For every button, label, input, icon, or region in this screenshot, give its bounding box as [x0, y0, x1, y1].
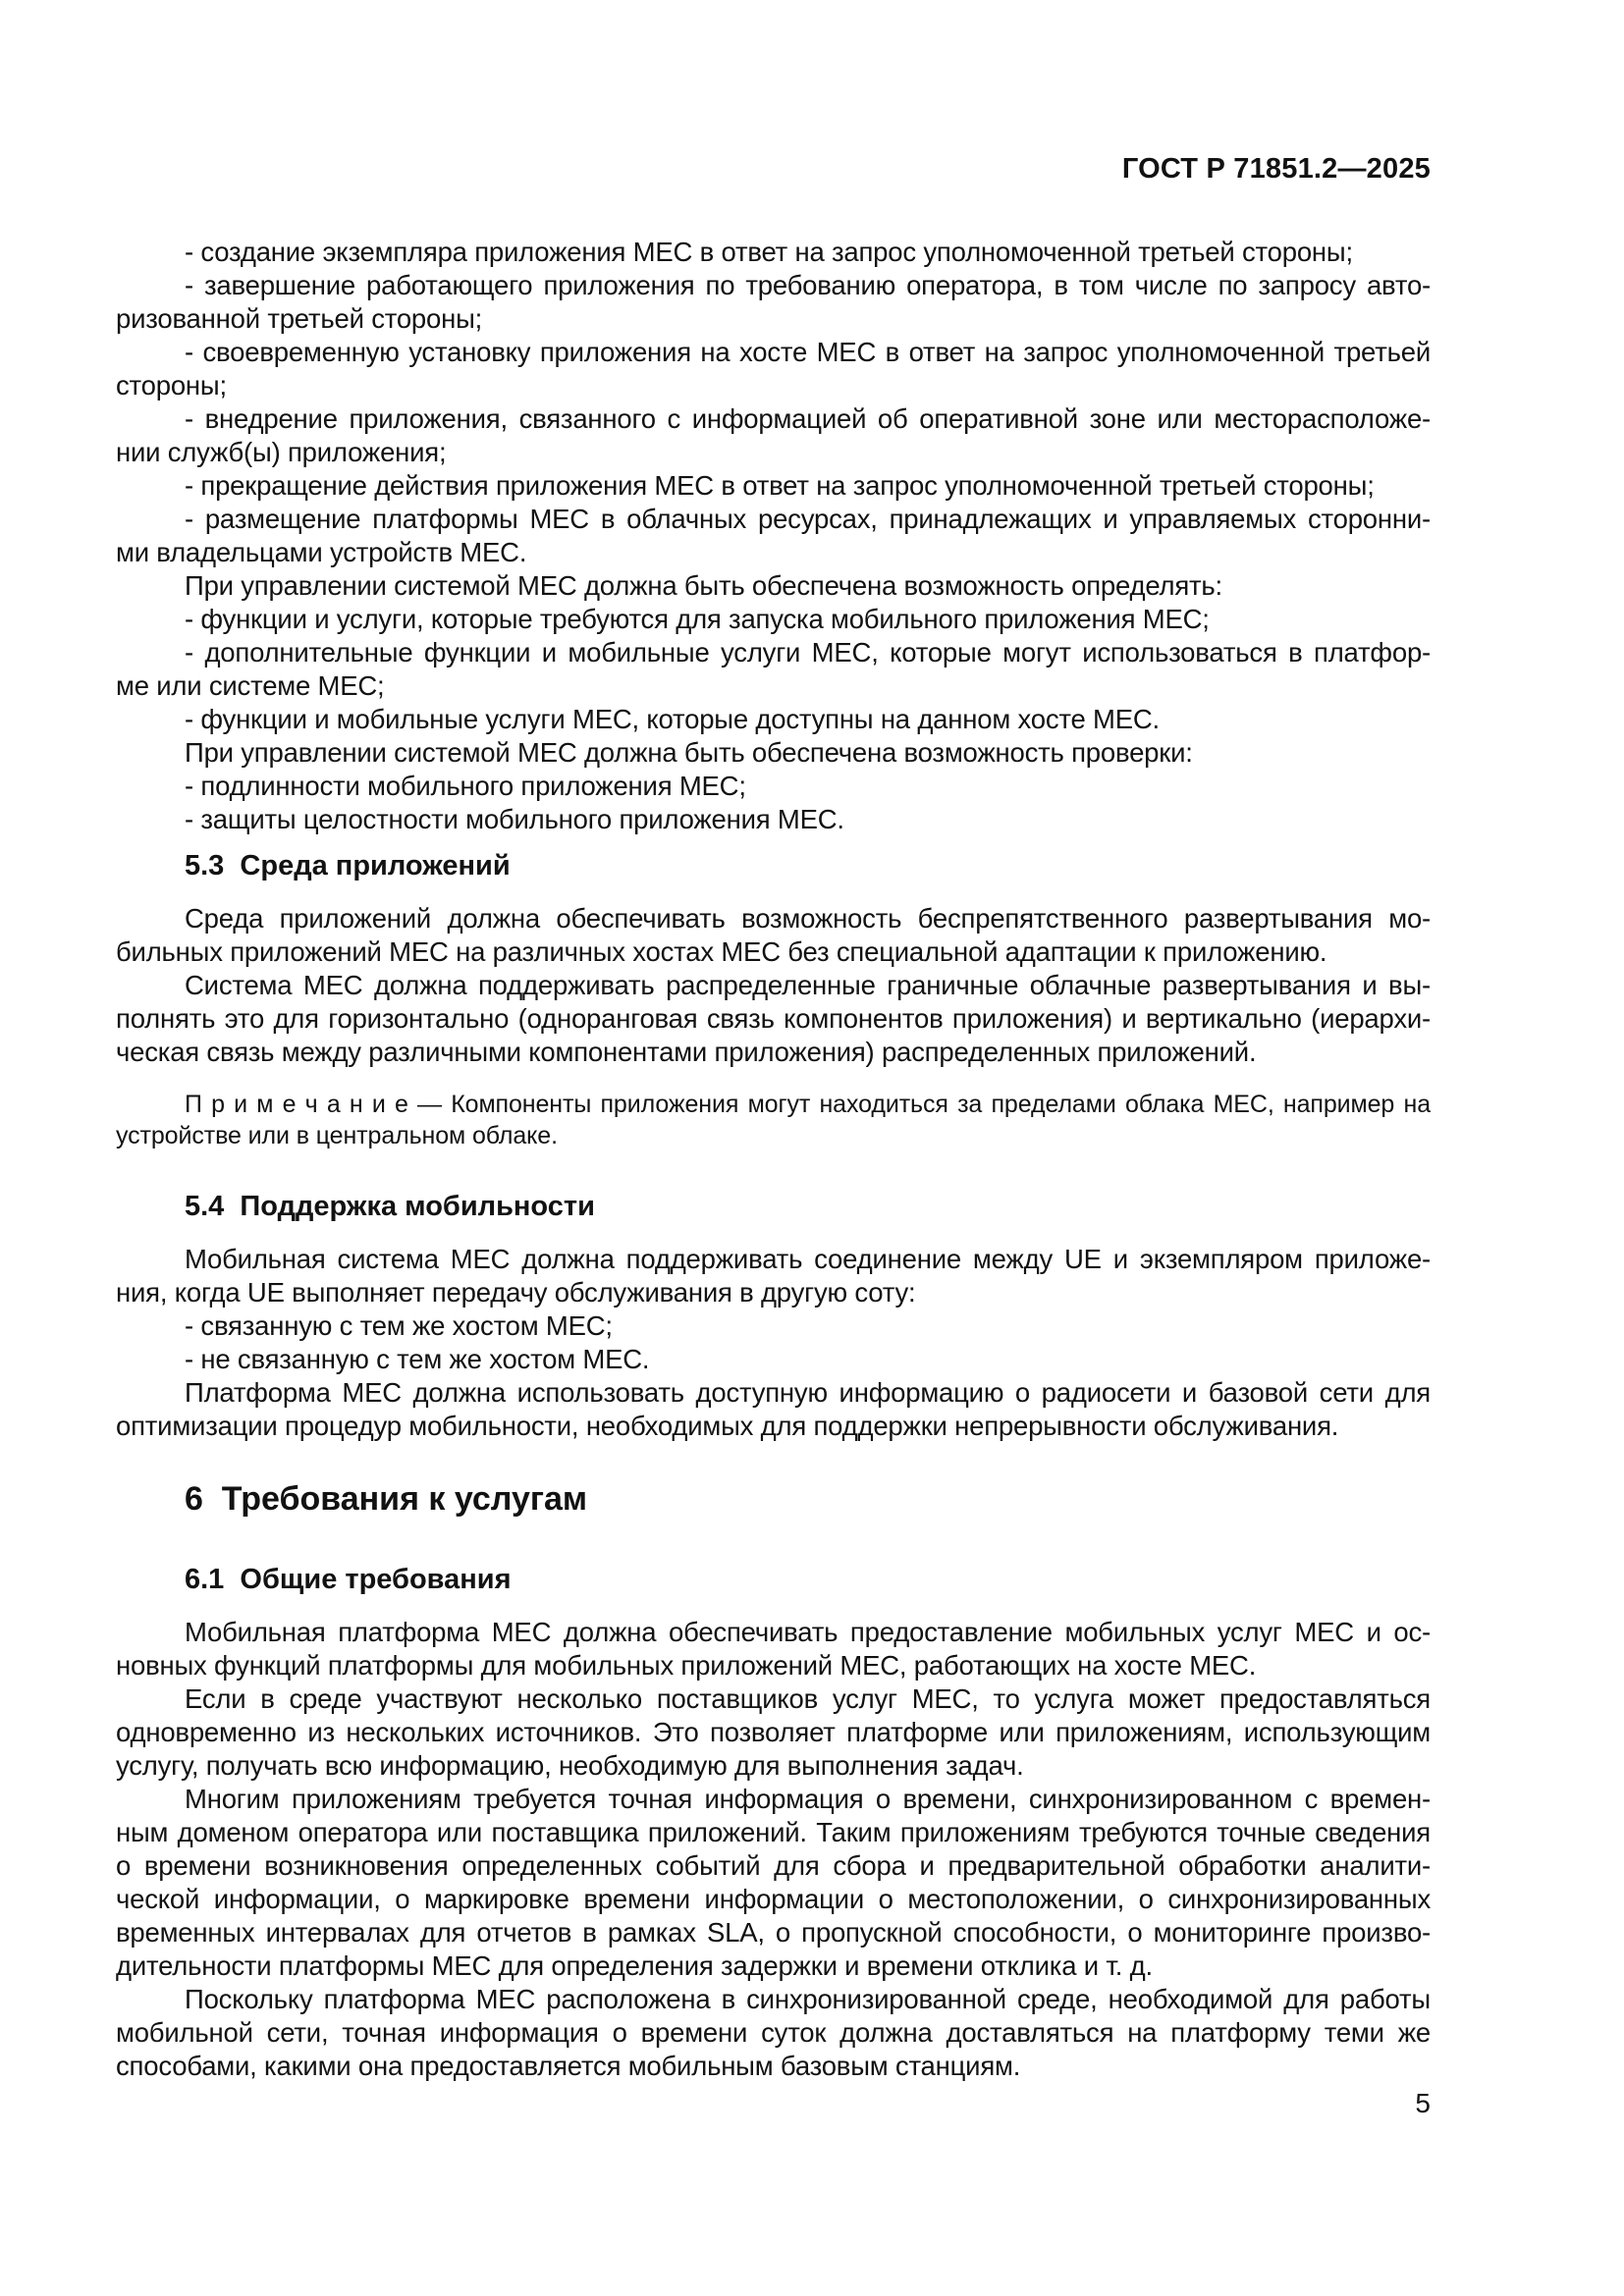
- section-heading: 5.3 Среда приложений: [185, 850, 511, 881]
- text-line: способами, какими она предоставляется мобильным базовым станциям.: [116, 2051, 1021, 2081]
- document-body: [116, 236, 1431, 2083]
- paragraph: [116, 1983, 1431, 2083]
- text-line: - дополнительные функции и мобильные услуги MEC, которые могут использоваться в платфор-: [185, 637, 1431, 667]
- text-line: ным доменом оператора или поставщика приложений. Таким приложениям требуются точные сведения: [116, 1817, 1431, 1847]
- note-paragraph: [116, 1089, 1431, 1151]
- text-line: ческая связь между различными компонентами приложения) распределенных приложений.: [116, 1037, 1257, 1067]
- text-line: одновременно из нескольких источников. Это позволяет платформе или приложениям, использующим: [116, 1717, 1431, 1747]
- paragraph: [116, 902, 1431, 969]
- paragraph: [116, 1783, 1431, 1983]
- text-line: - связанную с тем же хостом MEC;: [185, 1310, 613, 1341]
- paragraph: [116, 236, 1431, 269]
- text-line: новных функций платформы для мобильных приложений MEC, работающих на хосте MEC.: [116, 1650, 1257, 1681]
- text-line: стороны;: [116, 370, 227, 400]
- section-heading: 6.1 Общие требования: [185, 1564, 512, 1595]
- paragraph: [116, 969, 1431, 1069]
- text-line: - создание экземпляра приложения MEC в ответ на запрос уполномоченной третьей стороны;: [185, 237, 1353, 267]
- text-line: Мобильная система MEC должна поддерживать соединение между UE и экземпляром приложе-: [185, 1244, 1431, 1274]
- note-label: П р и м е ч а н и е: [185, 1091, 418, 1118]
- text-line: о времени возникновения определенных событий для сбора и предварительной обработки аналити-: [116, 1850, 1431, 1881]
- paragraph: [116, 1343, 1431, 1376]
- paragraph: [116, 402, 1431, 469]
- paragraph: [116, 736, 1431, 770]
- text-line: ческой информации, о маркировке времени информации о местоположении, о синхронизированных: [116, 1884, 1431, 1914]
- paragraph: [116, 503, 1431, 569]
- text-line: оптимизации процедур мобильности, необходимых для поддержки непрерывности обслуживания.: [116, 1411, 1339, 1441]
- section-heading: 5.4 Поддержка мобильности: [185, 1191, 595, 1222]
- document-header: ГОСТ Р 71851.2—2025: [1121, 153, 1431, 185]
- text-line: - функции и мобильные услуги MEC, которые доступны на данном хосте MEC.: [185, 704, 1160, 734]
- text-line: нии служб(ы) приложения;: [116, 437, 447, 467]
- paragraph: [116, 1243, 1431, 1309]
- paragraph: [116, 770, 1431, 803]
- text-line: Мобильная платформа MEC должна обеспечивать предоставление мобильных услуг MEC и ос-: [185, 1617, 1431, 1647]
- text-line: услугу, получать всю информацию, необходимую для выполнения задач.: [116, 1750, 1024, 1781]
- text-line: Поскольку платформа MEC расположена в синхронизированной среде, необходимой для работы: [185, 1984, 1431, 2014]
- text-line: - подлинности мобильного приложения MEC;: [185, 771, 746, 801]
- paragraph: [116, 1376, 1431, 1443]
- paragraph: [116, 803, 1431, 836]
- text-line: дительности платформы MEC для определения задержки и времени отклика и т. д.: [116, 1950, 1153, 1981]
- text-line: Если в среде участвуют несколько поставщиков услуг MEC, то услуга может предоставляться: [185, 1683, 1431, 1714]
- text-line: - размещение платформы MEC в облачных ресурсах, принадлежащих и управляемых сторонни-: [185, 504, 1431, 534]
- paragraph: [116, 269, 1431, 336]
- paragraph: [116, 603, 1431, 636]
- text-line: - своевременную установку приложения на хосте MEC в ответ на запрос уполномоченной третьей: [185, 337, 1431, 367]
- text-line: устройстве или в центральном облаке.: [116, 1122, 558, 1149]
- paragraph: [116, 703, 1431, 736]
- text-line: полнять это для горизонтально (одноранговая связь компонентов приложения) и вертикально (иерархи-: [116, 1003, 1431, 1034]
- text-line: - завершение работающего приложения по требованию оператора, в том числе по запросу авто-: [185, 270, 1431, 300]
- text-line: ме или системе MEC;: [116, 670, 385, 701]
- paragraph: [116, 1682, 1431, 1783]
- text-line: - функции и услуги, которые требуются для запуска мобильного приложения MEC;: [185, 604, 1210, 634]
- text-line: П р и м е ч а н и е — Компоненты приложения могут находиться за пределами облака MEC, например на: [185, 1091, 1431, 1118]
- chapter-heading: 6 Требования к услугам: [185, 1480, 588, 1518]
- text-line: При управлении системой MEC должна быть обеспечена возможность определять:: [185, 570, 1223, 601]
- text-line: ния, когда UE выполняет передачу обслуживания в другую соту:: [116, 1277, 916, 1308]
- text-line: мобильной сети, точная информация о времени суток должна доставляться на платформу теми же: [116, 2017, 1431, 2048]
- text-line: Многим приложениям требуется точная информация о времени, синхронизированном с времен-: [185, 1784, 1431, 1814]
- paragraph: [116, 336, 1431, 402]
- text-line: Среда приложений должна обеспечивать возможность беспрепятственного развертывания мо-: [185, 903, 1431, 934]
- text-line: - внедрение приложения, связанного с информацией об оперативной зоне или месторасположе-: [185, 403, 1431, 434]
- text-line: Система MEC должна поддерживать распределенные граничные облачные развертывания и вы-: [185, 970, 1431, 1000]
- text-line: При управлении системой MEC должна быть обеспечена возможность проверки:: [185, 737, 1193, 768]
- paragraph: [116, 1309, 1431, 1343]
- text-line: - не связанную с тем же хостом MEC.: [185, 1344, 650, 1374]
- text-line: ризованной третьей стороны;: [116, 303, 483, 334]
- text-line: - прекращение действия приложения MEC в ответ на запрос уполномоченной третьей стороны;: [185, 470, 1375, 501]
- text-line: - защиты целостности мобильного приложения MEC.: [185, 804, 844, 834]
- text-line: Платформа MEC должна использовать доступную информацию о радиосети и базовой сети для: [185, 1377, 1431, 1408]
- paragraph: [116, 636, 1431, 703]
- text-line: ми владельцами устройств MEC.: [116, 537, 527, 567]
- paragraph: [116, 1616, 1431, 1682]
- paragraph: [116, 569, 1431, 603]
- paragraph: [116, 469, 1431, 503]
- text-line: бильных приложений MEC на различных хостах MEC без специальной адаптации к приложению.: [116, 936, 1327, 967]
- text-line: временных интервалах для отчетов в рамках SLA, о пропускной способности, о мониторинге произво-: [116, 1917, 1431, 1948]
- page-number: 5: [1415, 2088, 1431, 2118]
